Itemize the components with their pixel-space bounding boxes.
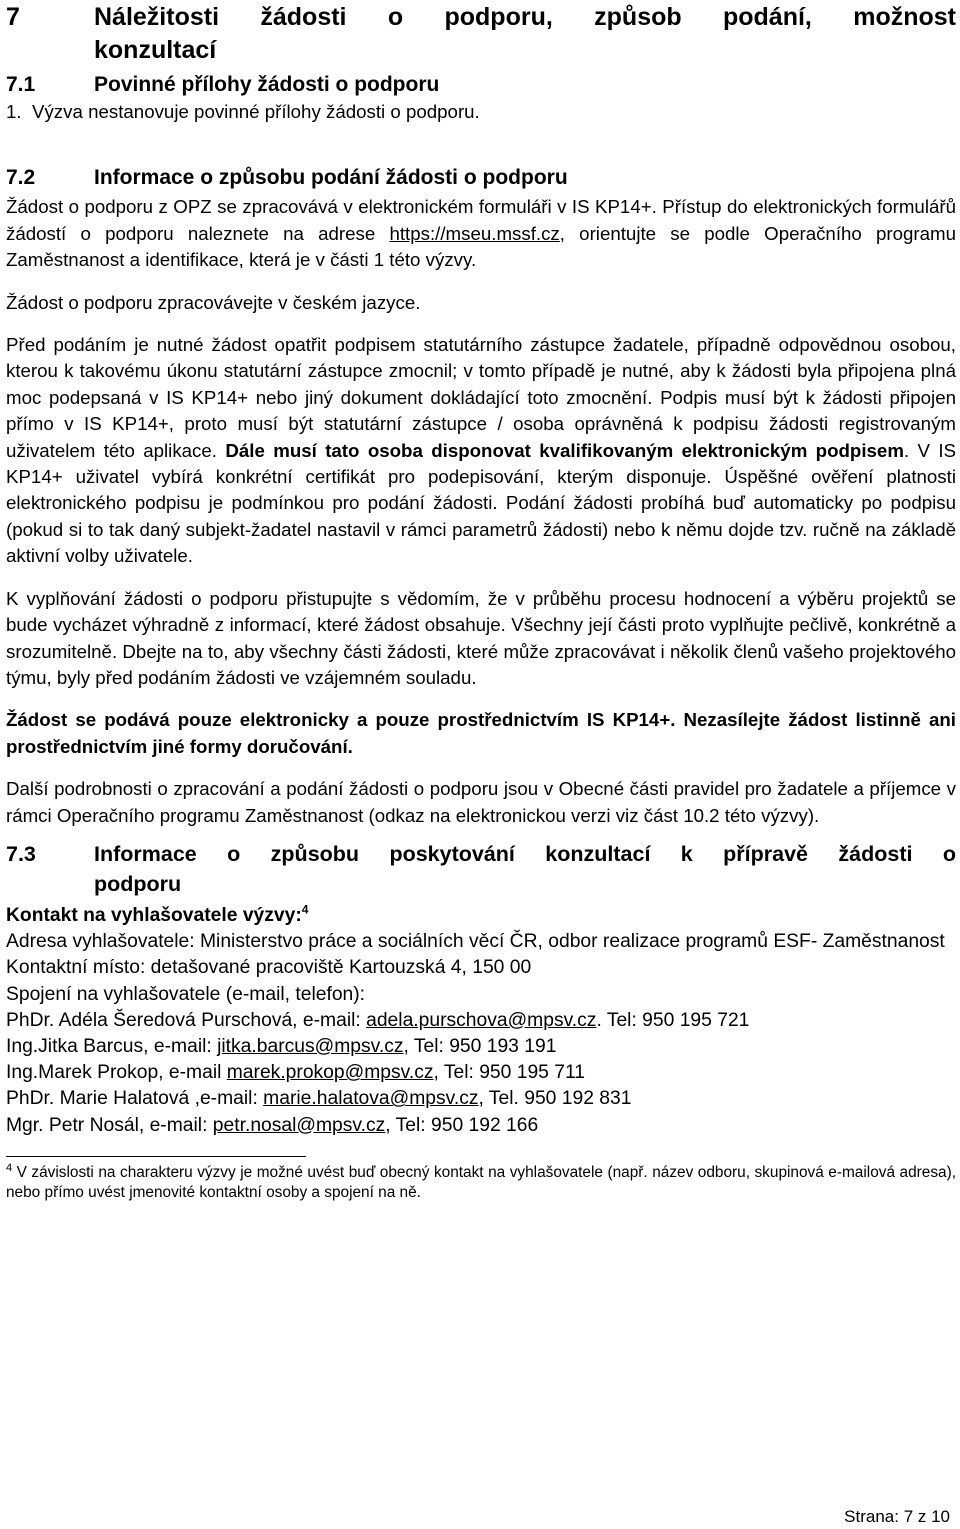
footnote (6, 1163, 956, 1203)
page-number: Strana: 7 z 10 (844, 1507, 950, 1526)
contact-person-phone: , Tel: 950 193 191 (403, 1035, 557, 1057)
contact-person-name: Ing.Jitka Barcus, e-mail: (6, 1035, 218, 1057)
paragraph-text: . V IS KP14+ uživatel vybírá konkrétní certifikát pro podepisování, kterým disponuje. Úspěšné ověření platnosti elektronického podpisu je podmínkou pro podání žádosti. Podání žádosti probíhá buď automaticky po podpisu (pokud si to tak daný subjekt-žadatel nastavil v rámci parametrů žádosti) nebo k němu dojde tzv. ručně na základě aktivní volby uživatele. (6, 439, 956, 567)
paragraph-filling: K vyplňování žádosti o podporu přistupujte s vědomím, že v průběhu procesu hodnocení a výběru projektů se bude vycházet výhradně z informací, které žádost obsahuje. Všechny její části proto vyplňujte pečlivě, konkrétně a srozumitelně. Dbejte na to, aby všechny části žádosti, které může zpracovávat i několik členů vašeho projektového týmu, byly před podáním žádosti ve vzájemném souladu. (6, 587, 956, 688)
footnote-ref[interactable]: 4 (301, 902, 309, 917)
heading-7-title-line1: Náležitosti žádosti o podporu, způsob podání, možnost (94, 3, 956, 31)
contact-person-name: Ing.Marek Prokop, e-mail (6, 1062, 227, 1084)
heading-7-1-title: Povinné přílohy žádosti o podporu (94, 73, 440, 96)
heading-7-3-title-line2: podporu (94, 871, 182, 896)
heading-7-1 (6, 72, 956, 98)
heading-7-3-cont (6, 869, 956, 899)
paragraph-text: , orientujte se podle Operačního programu Zaměstnanost a identifikace, která je v části 1 této výzvy. (6, 222, 956, 271)
heading-7-2 (6, 165, 956, 191)
heading-7-3 (6, 839, 956, 869)
heading-7-3-title-line1: Informace o způsobu poskytování konzultací k přípravě žádosti o (94, 841, 956, 866)
contact-address: Adresa vyhlašovatele: Ministerstvo práce a sociálních věcí ČR, odbor realizace programů ESF- Zaměstnanost (6, 931, 945, 953)
heading-7-cont (6, 34, 956, 67)
list-item-7-1 (6, 99, 956, 125)
contact-person (6, 1060, 956, 1086)
heading-7-title-line2: konzultací (94, 36, 217, 64)
contact-person-phone: , Tel: 950 195 711 (433, 1062, 586, 1084)
heading-7-2-title: Informace o způsobu podání žádosti o podporu (94, 166, 568, 190)
paragraph-signature (6, 332, 956, 570)
email-link[interactable]: petr.nosal@mpsv.cz (212, 1114, 386, 1136)
paragraph-language: Žádost o podporu zpracovávejte v českém jazyce. (6, 291, 421, 313)
footnote-separator (6, 1156, 306, 1157)
mseu-link[interactable]: https://mseu.mssf.cz (389, 222, 560, 244)
contact-person-name: Mgr. Petr Nosál, e-mail: (6, 1114, 213, 1136)
contact-person-name: PhDr. Adéla Šeredová Purschová, e-mail: (6, 1009, 367, 1031)
heading-7-number: 7 (6, 3, 20, 31)
contact-person-phone: , Tel: 950 192 166 (385, 1114, 539, 1136)
contact-person (6, 1113, 956, 1139)
contact-person (6, 1008, 956, 1034)
paragraph-bold-text: Dále musí tato osoba disponovat kvalifikovaným elektronickým podpisem (225, 439, 904, 461)
contact-heading-text: Kontakt na vyhlašovatele výzvy: (6, 904, 302, 926)
contact-person-phone: , Tel. 950 192 831 (478, 1088, 632, 1110)
heading-7-1-number: 7.1 (6, 73, 36, 96)
paragraph-form-access (6, 194, 956, 273)
contact-heading (6, 903, 956, 929)
heading-7-3-number: 7.3 (6, 841, 36, 866)
contact-person (6, 1034, 956, 1060)
email-link[interactable]: jitka.barcus@mpsv.cz (217, 1035, 404, 1057)
paragraph-text: Žádost o podporu z OPZ se zpracovává v elektronickém formuláři v IS KP14+. Přístup do elektronických formulářů žádostí o podporu naleznete na adrese (6, 196, 956, 244)
email-link[interactable]: marek.prokop@mpsv.cz (226, 1062, 434, 1084)
contact-person-name: PhDr. Marie Halatová ,e-mail: (6, 1088, 264, 1110)
paragraph-electronic-only: Žádost se podává pouze elektronicky a pouze prostřednictvím IS KP14+. Nezasílejte žádost listinně ani prostřednictvím jiné formy doručování. (6, 709, 956, 757)
paragraph-text: Před podáním je nutné žádost opatřit podpisem statutárního zástupce žadatele, případně odpovědnou osobou, kterou k takovému úkonu statutární zástupce zmocnil; v tomto případě je nutné, aby k žádosti byla připojena plná moc podepsaná v IS KP14+ nebo jiný dokument dokládající toto zmocnění. Podpis musí být k žádosti připojen přímo v IS KP14+, proto musí být statutární zástupce / osoba oprávněná k podpisu žádosti registrovaným uživatelem této aplikace. (6, 334, 956, 461)
list-item-text: Výzva nestanovuje povinné přílohy žádosti o podporu. (32, 101, 480, 122)
heading-7 (6, 1, 956, 34)
footnote-number: 4 (6, 1161, 13, 1174)
contact-connect: Spojení na vyhlašovatele (e-mail, telefon): (6, 983, 366, 1005)
document-page (6, 0, 956, 1203)
heading-7-2-number: 7.2 (6, 166, 36, 190)
contact-place: Kontaktní místo: detašované pracoviště Kartouzská 4, 150 00 (6, 957, 532, 979)
email-link[interactable]: marie.halatova@mpsv.cz (263, 1088, 479, 1110)
list-item-number: 1. (6, 101, 22, 122)
contact-person (6, 1086, 956, 1112)
email-link[interactable]: adela.purschova@mpsv.cz (366, 1009, 597, 1031)
contact-person-phone: . Tel: 950 195 721 (596, 1009, 750, 1031)
footnote-text: V závislosti na charakteru výzvy je možné uvést buď obecný kontakt na vyhlašovatele (např. název odboru, skupinová e-mailová adresa), nebo přímo uvést jmenovité kontaktní osoby a spojení na ně. (6, 1163, 956, 1201)
paragraph-details: Další podrobnosti o zpracování a podání žádosti o podporu jsou v Obecné části pravidel pro žadatele a příjemce v rámci Operačního programu Zaměstnanost (odkaz na elektronickou verzi viz část 10.2 této výzvy). (6, 778, 956, 826)
contact-block (6, 903, 956, 1139)
